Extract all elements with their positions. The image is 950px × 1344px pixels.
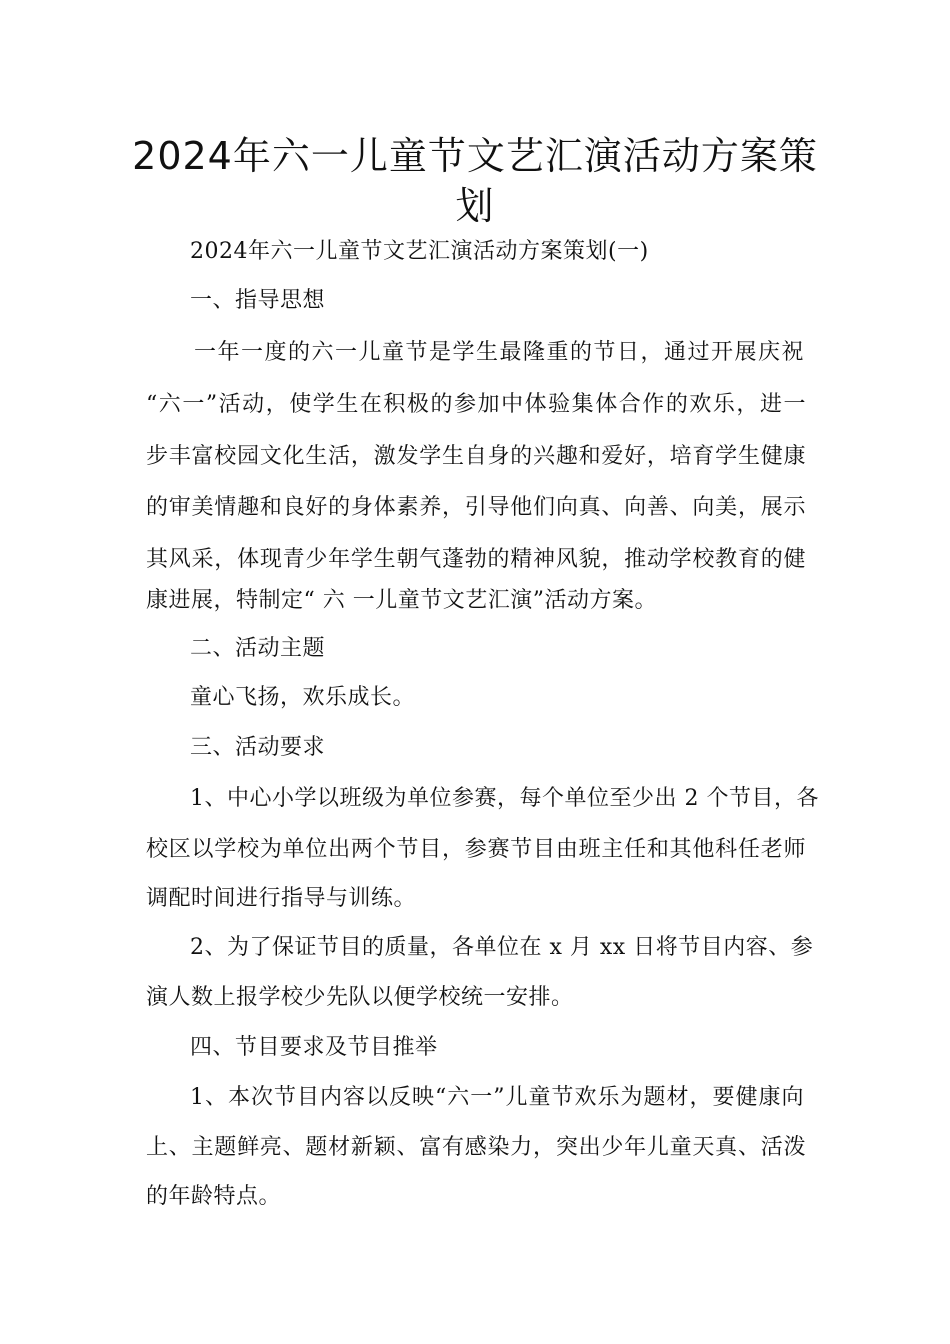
section-1-paragraph-line: 一年一度的六一儿童节是学生最隆重的节日，通过开展庆祝: [194, 340, 804, 365]
section-3-item-1-line: 调配时间进行指导与训练。: [146, 886, 417, 911]
section-1-paragraph-line: 康进展，特制定“ 六 一儿童节文艺汇演”活动方案。: [146, 588, 657, 613]
section-1-paragraph-line: 其风采，体现青少年学生朝气蓬勃的精神风貌，推动学校教育的健: [146, 547, 806, 572]
section-1-paragraph-line: 步丰富校园文化生活，激发学生自身的兴趣和爱好，培育学生健康: [146, 444, 806, 469]
section-1-heading: 一、指导思想: [190, 288, 326, 313]
section-1-paragraph-line: 的审美情趣和良好的身体素养，引导他们向真、向善、向美，展示: [146, 495, 806, 520]
section-3-item-2-line: 演人数上报学校少先队以便学校统一安排。: [146, 985, 574, 1010]
section-2-heading: 二、活动主题: [190, 636, 326, 661]
section-2-text: 童心飞扬，欢乐成长。: [190, 685, 416, 710]
document-title-line-1: 2024年六一儿童节文艺汇演活动方案策: [132, 134, 818, 178]
document-subtitle: 2024年六一儿童节文艺汇演活动方案策划(一): [190, 239, 649, 264]
section-4-item-1-line: 上、主题鲜亮、题材新颖、富有感染力，突出少年儿童天真、活泼: [146, 1135, 806, 1160]
section-3-item-2-line: 2、为了保证节目的质量，各单位在 x 月 xx 日将节目内容、参: [190, 935, 814, 960]
section-3-item-1-line: 1、中心小学以班级为单位参赛，每个单位至少出 2 个节目，各: [190, 786, 819, 811]
section-1-paragraph-line: “六一”活动，使学生在积极的参加中体验集体合作的欢乐，进一: [146, 392, 806, 417]
section-3-heading: 三、活动要求: [190, 735, 326, 760]
section-4-item-1-line: 的年龄特点。: [146, 1184, 282, 1209]
section-4-heading: 四、节目要求及节目推举: [190, 1035, 438, 1060]
section-4-item-1-line: 1、本次节目内容以反映“六一”儿童节欢乐为题材，要健康向: [190, 1085, 804, 1110]
document-title-line-2: 划: [455, 184, 495, 228]
section-3-item-1-line: 校区以学校为单位出两个节目，参赛节目由班主任和其他科任老师: [146, 837, 806, 862]
